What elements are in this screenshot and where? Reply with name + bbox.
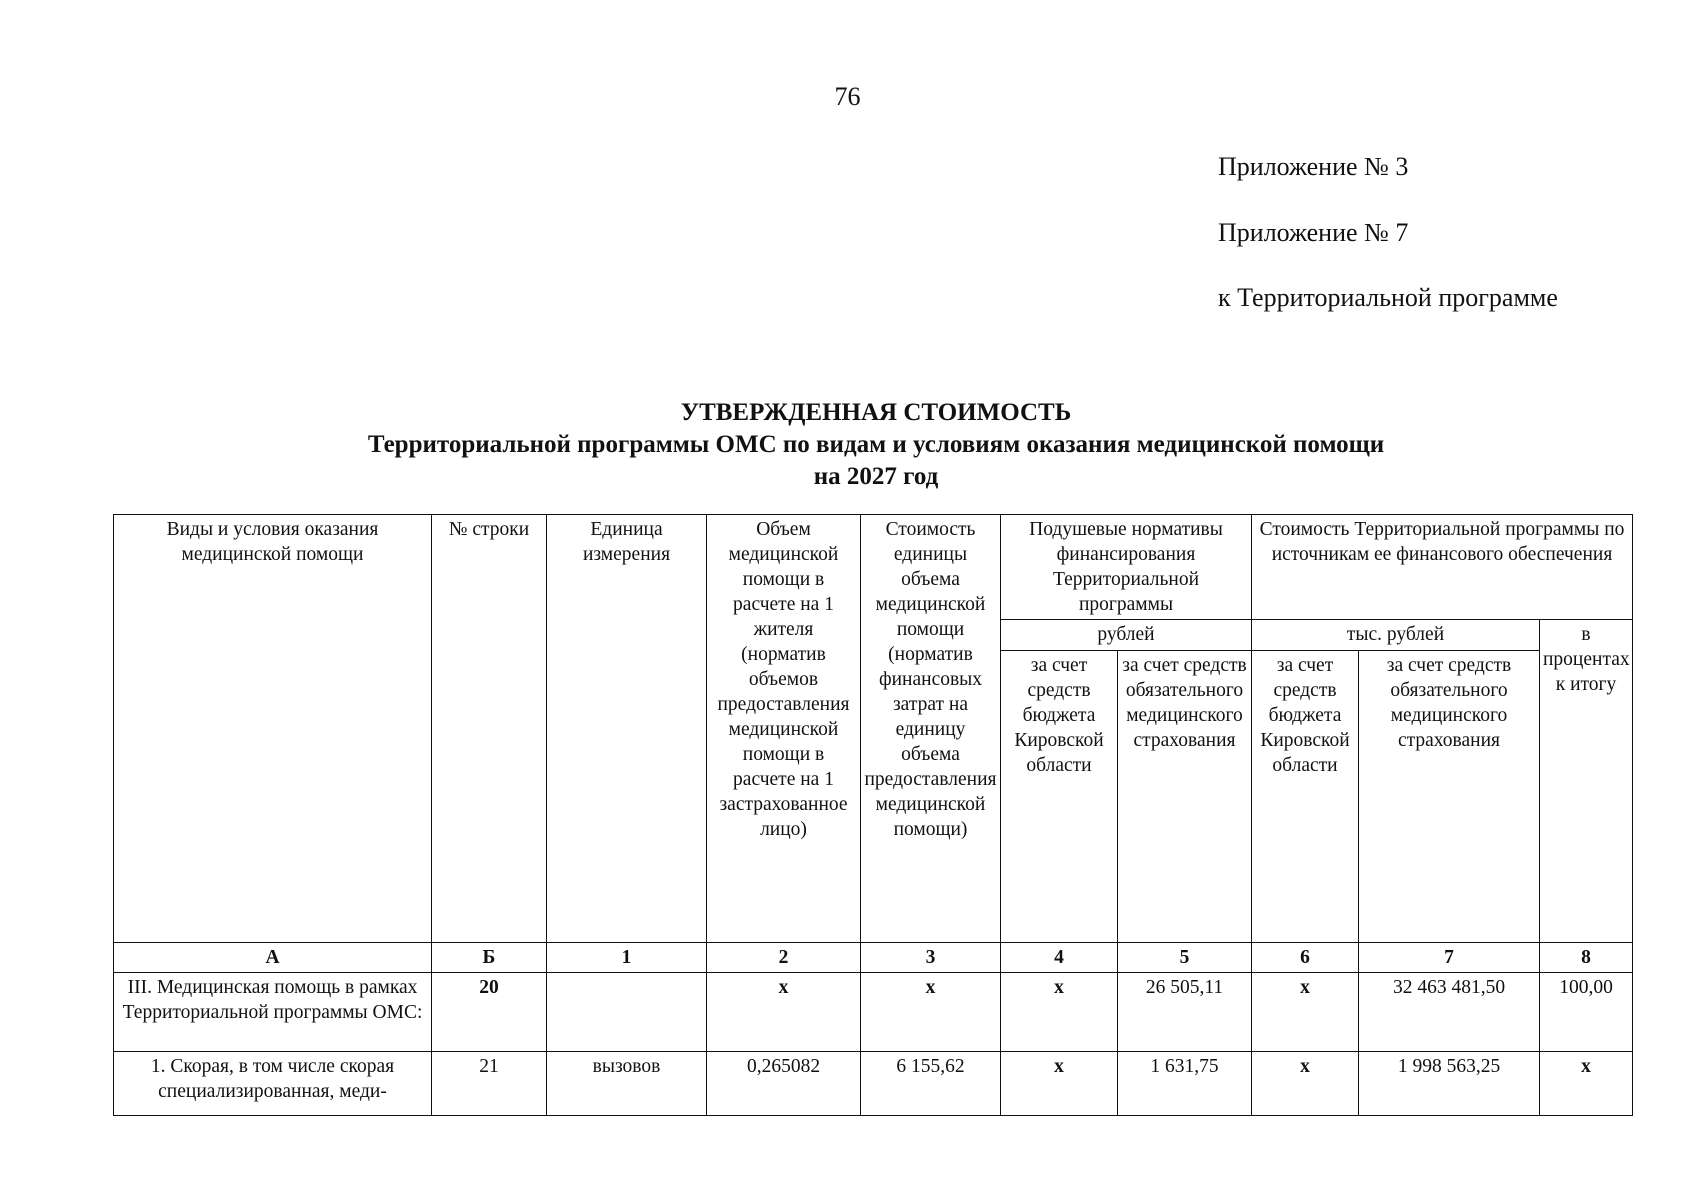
row-cost-budget: х	[1252, 973, 1359, 1052]
title-line-1: УТВЕРЖДЕННАЯ СТОИМОСТЬ	[680, 399, 1072, 426]
row-line-number: 21	[432, 1052, 547, 1116]
header-pc-budget: за счет средств бюджета Кировской области	[1001, 651, 1118, 943]
row-volume: х	[707, 973, 861, 1052]
column-number: 8	[1540, 943, 1633, 973]
header-unit-cost: Стоимость единицы объема медицинской помощи (норматив финансовых затрат на единицу объема предоставления медицинской помощи)	[861, 515, 1001, 943]
header-cost-oms: за счет средств обязательного медицинского страхования	[1359, 651, 1540, 943]
row-cost-budget: х	[1252, 1052, 1359, 1116]
title-line-3: на 2027 год	[813, 463, 939, 490]
row-unit	[547, 973, 707, 1052]
header-cost-budget: за счет средств бюджета Кировской области	[1252, 651, 1359, 943]
header-cost-group: Стоимость Территориальной программы по источникам ее финансового обеспечения	[1252, 515, 1633, 620]
header-percent: в процентах к итогу	[1540, 620, 1633, 943]
row-cost-oms: 32 463 481,50	[1359, 973, 1540, 1052]
header-line-number: № строки	[432, 515, 547, 943]
appendix-program-ref: к Территориальной программе	[1218, 283, 1558, 312]
column-number: 7	[1359, 943, 1540, 973]
column-number: А	[114, 943, 432, 973]
title-line-2: Территориальной программы ОМС по видам и условиям оказания медицинской помощи	[367, 431, 1385, 458]
column-number: 5	[1118, 943, 1252, 973]
row-volume: 0,265082	[707, 1052, 861, 1116]
header-row-top	[114, 515, 1633, 620]
column-number: 6	[1252, 943, 1359, 973]
header-rubles: рублей	[1001, 620, 1252, 651]
header-volume: Объем медицинской помощи в расчете на 1 жителя (норматив объемов предоставления медицинской помощи в расчете на 1 застрахованное лицо)	[707, 515, 861, 943]
column-number: 3	[861, 943, 1001, 973]
header-kind-of-care: Виды и условия оказания медицинской помощи	[114, 515, 432, 943]
row-line-number: 20	[432, 973, 547, 1052]
row-pc-oms: 26 505,11	[1118, 973, 1252, 1052]
row-unit: вызовов	[547, 1052, 707, 1116]
row-percent: х	[1540, 1052, 1633, 1116]
table-row	[114, 1052, 1633, 1116]
appendix-number-7: Приложение № 7	[1218, 218, 1409, 247]
table-row	[114, 973, 1633, 1052]
header-thousand-rubles: тыс. рублей	[1252, 620, 1540, 651]
column-number: 2	[707, 943, 861, 973]
page-number: 76	[834, 82, 861, 111]
column-numbers-row	[114, 943, 1633, 973]
row-pc-oms: 1 631,75	[1118, 1052, 1252, 1116]
row-name: 1. Скорая, в том числе скорая специализированная, меди-	[114, 1052, 432, 1116]
row-unit-cost: 6 155,62	[861, 1052, 1001, 1116]
column-number: 4	[1001, 943, 1118, 973]
column-number: Б	[432, 943, 547, 973]
appendix-number-3: Приложение № 3	[1218, 152, 1409, 181]
document-title	[0, 397, 1695, 493]
row-cost-oms: 1 998 563,25	[1359, 1052, 1540, 1116]
header-unit: Единица измерения	[547, 515, 707, 943]
column-number: 1	[547, 943, 707, 973]
row-percent: 100,00	[1540, 973, 1633, 1052]
row-pc-budget: х	[1001, 973, 1118, 1052]
row-unit-cost: х	[861, 973, 1001, 1052]
row-pc-budget: х	[1001, 1052, 1118, 1116]
header-per-capita-group: Подушевые нормативы финансирования Территориальной программы	[1001, 515, 1252, 620]
header-pc-oms: за счет средств обязательного медицинского страхования	[1118, 651, 1252, 943]
cost-table	[113, 514, 1633, 1116]
row-name: III. Медицинская помощь в рамках Территориальной программы ОМС:	[114, 973, 432, 1052]
